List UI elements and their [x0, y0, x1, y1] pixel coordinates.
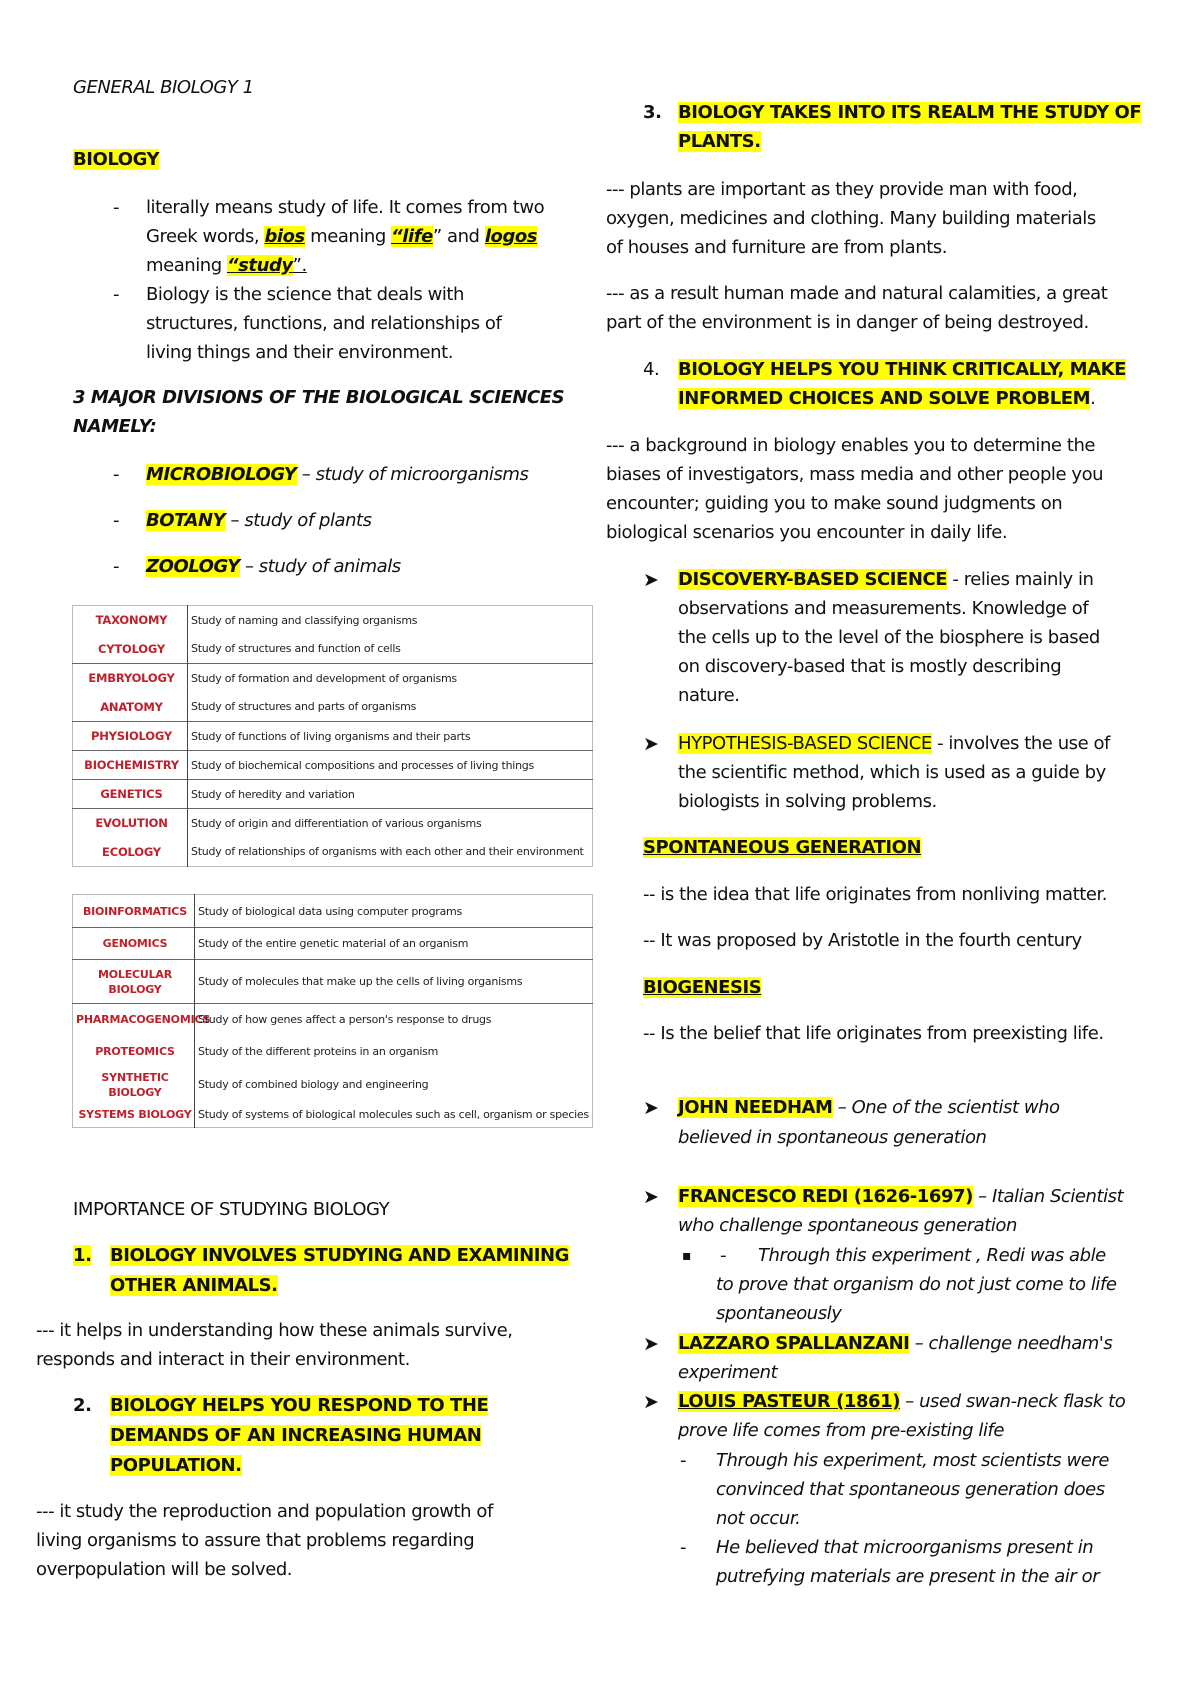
importance-heading: IMPORTANCE OF STUDYING BIOLOGY: [73, 1199, 390, 1220]
definition-text: -- is the idea that life originates from nonliving matter.: [643, 884, 1108, 905]
table-row: EVOLUTION Study of origin and differentiation of various organisms: [73, 809, 593, 838]
arrow-bullet-icon: ➤: [643, 1333, 659, 1355]
dash-bullet: -: [113, 284, 120, 305]
list-number: 3.: [643, 102, 662, 123]
term-study: “study: [227, 255, 293, 276]
table-row: BIOCHEMISTRY Study of biochemical compositions and processes of living things: [73, 751, 593, 780]
scientist-text: who challenge spontaneous generation: [678, 1215, 1017, 1236]
scientist-pasteur: LOUIS PASTEUR (1861) – used swan-neck flask to: [678, 1391, 1126, 1412]
importance-text: --- a background in biology enables you to determine the: [606, 435, 1096, 456]
branches-table-1: [72, 605, 593, 867]
scientist-text: spontaneously: [716, 1303, 842, 1324]
importance-item-4: BIOLOGY HELPS YOU THINK CRITICALLY, MAKE: [678, 359, 1126, 380]
definition-line: living things and their environment.: [146, 342, 454, 363]
scientist-text: experiment: [678, 1362, 778, 1383]
scientist-redi: FRANCESCO REDI (1626-1697) – Italian Scientist: [678, 1186, 1124, 1207]
importance-item-1: BIOLOGY INVOLVES STUDYING AND EXAMINING: [110, 1245, 569, 1266]
arrow-bullet-icon: ➤: [643, 1391, 659, 1413]
table-row: TAXONOMY Study of naming and classifying organisms: [73, 606, 593, 635]
definition-line: Greek words, bios meaning “life” and logos: [146, 226, 538, 247]
table-row: SYNTHETIC BIOLOGY Study of combined biology and engineering: [73, 1068, 593, 1102]
importance-text: --- plants are important as they provide man with food,: [606, 179, 1078, 200]
dash-bullet: -: [680, 1450, 687, 1471]
importance-item-1: OTHER ANIMALS.: [110, 1275, 278, 1296]
importance-text: of houses and furniture are from plants.: [606, 237, 948, 258]
importance-text: --- it helps in understanding how these animals survive,: [36, 1320, 513, 1341]
spontaneous-generation-heading: SPONTANEOUS GENERATION: [643, 837, 922, 858]
scientist-text: prove life comes from pre-existing life: [678, 1420, 1005, 1441]
table-row: CYTOLOGY Study of structures and function of cells: [73, 635, 593, 664]
table-row: ECOLOGY Study of relationships of organisms with each other and their environment: [73, 838, 593, 867]
importance-item-3: PLANTS.: [678, 131, 761, 152]
scientist-text: Through his experiment, most scientists were: [716, 1450, 1109, 1471]
dash-bullet: -: [113, 510, 120, 531]
science-text: on discovery-based that is mostly describing: [678, 656, 1062, 677]
importance-text: part of the environment is in danger of being destroyed.: [606, 312, 1089, 333]
scientist-text: not occur.: [716, 1508, 801, 1529]
arrow-bullet-icon: ➤: [643, 733, 659, 755]
biogenesis-heading: BIOGENESIS: [643, 977, 762, 998]
scientist-text: He believed that microorganisms present in: [716, 1537, 1094, 1558]
term-logos: logos: [484, 226, 538, 247]
importance-text: overpopulation will be solved.: [36, 1559, 293, 1580]
discovery-based-science: DISCOVERY-BASED SCIENCE - relies mainly in: [678, 569, 1094, 590]
definition-line: Biology is the science that deals with: [146, 284, 464, 305]
term-life: “life: [391, 226, 433, 247]
division-item: ZOOLOGY – study of animals: [146, 556, 401, 577]
science-text: nature.: [678, 685, 740, 706]
scientist-spallanzani: LAZZARO SPALLANZANI – challenge needham's: [678, 1333, 1113, 1354]
science-text: the scientific method, which is used as a guide by: [678, 762, 1106, 783]
table-row: PHYSIOLOGY Study of functions of living organisms and their parts: [73, 722, 593, 751]
definition-line: literally means study of life. It comes from two: [146, 197, 545, 218]
hypothesis-based-science: HYPOTHESIS-BASED SCIENCE - involves the use of: [678, 733, 1110, 754]
scientist-text: to prove that organism do not just come to life: [716, 1274, 1117, 1295]
arrow-bullet-icon: ➤: [643, 569, 659, 591]
science-text: observations and measurements. Knowledge of: [678, 598, 1089, 619]
scientist-needham: JOHN NEEDHAM – One of the scientist who: [678, 1097, 1060, 1118]
importance-item-2: POPULATION.: [110, 1455, 242, 1476]
table-row: GENOMICS Study of the entire genetic material of an organism: [73, 928, 593, 960]
divisions-heading: 3 MAJOR DIVISIONS OF THE BIOLOGICAL SCIENCES: [73, 387, 565, 408]
arrow-bullet-icon: ➤: [643, 1186, 659, 1208]
importance-text: responds and interact in their environment.: [36, 1349, 410, 1370]
dash-bullet: -: [113, 197, 120, 218]
branches-table-2: [72, 894, 593, 1128]
science-text: biologists in solving problems.: [678, 791, 937, 812]
table-row: BIOINFORMATICS Study of biological data using computer programs: [73, 895, 593, 928]
importance-text: --- it study the reproduction and population growth of: [36, 1501, 493, 1522]
science-text: the cells up to the level of the biosphere is based: [678, 627, 1100, 648]
importance-item-3: BIOLOGY TAKES INTO ITS REALM THE STUDY OF: [678, 102, 1142, 123]
table-row: EMBRYOLOGY Study of formation and development of organisms: [73, 664, 593, 693]
term-bios: bios: [264, 226, 305, 247]
dash-bullet: -: [113, 464, 120, 485]
definition-line: meaning “study”.: [146, 255, 307, 276]
divisions-heading: NAMELY:: [73, 416, 157, 437]
table-row: PHARMACOGENOMICS Study of how genes affect a person's response to drugs: [73, 1004, 593, 1036]
importance-item-2: DEMANDS OF AN INCREASING HUMAN: [110, 1425, 482, 1446]
definition-line: structures, functions, and relationships of: [146, 313, 502, 334]
arrow-bullet-icon: ➤: [643, 1097, 659, 1119]
importance-text: biological scenarios you encounter in daily life.: [606, 522, 1008, 543]
scientist-text: convinced that spontaneous generation does: [716, 1479, 1105, 1500]
importance-item-4: INFORMED CHOICES AND SOLVE PROBLEM.: [678, 388, 1096, 409]
list-number: 1.: [73, 1245, 92, 1266]
scientist-text: believed in spontaneous generation: [678, 1127, 987, 1148]
table-row: ANATOMY Study of structures and parts of organisms: [73, 693, 593, 722]
biology-heading: BIOLOGY: [73, 149, 160, 170]
sub-dash: -: [720, 1245, 727, 1266]
list-number: 4.: [643, 359, 660, 380]
definition-text: -- It was proposed by Aristotle in the fourth century: [643, 930, 1082, 951]
importance-item-2: BIOLOGY HELPS YOU RESPOND TO THE: [110, 1395, 489, 1416]
importance-text: oxygen, medicines and clothing. Many building materials: [606, 208, 1096, 229]
division-item: MICROBIOLOGY – study of microorganisms: [146, 464, 529, 485]
square-bullet-icon: ▪: [682, 1248, 692, 1264]
scientist-text: Through this experiment , Redi was able: [758, 1245, 1106, 1266]
definition-text: -- Is the belief that life originates from preexisting life.: [643, 1023, 1104, 1044]
scientist-text: putrefying materials are present in the air or: [716, 1566, 1100, 1587]
table-row: GENETICS Study of heredity and variation: [73, 780, 593, 809]
document-title: GENERAL BIOLOGY 1: [73, 77, 254, 98]
table-row: MOLECULAR BIOLOGY Study of molecules that make up the cells of living organisms: [73, 960, 593, 1004]
list-number: 2.: [73, 1395, 92, 1416]
importance-text: encounter; guiding you to make sound judgments on: [606, 493, 1063, 514]
importance-text: living organisms to assure that problems regarding: [36, 1530, 475, 1551]
dash-bullet: -: [680, 1537, 687, 1558]
table-row: SYSTEMS BIOLOGY Study of systems of biological molecules such as cell, organism or species: [73, 1102, 593, 1128]
importance-text: biases of investigators, mass media and other people you: [606, 464, 1104, 485]
dash-bullet: -: [113, 556, 120, 577]
importance-text: --- as a result human made and natural calamities, a great: [606, 283, 1108, 304]
table-row: PROTEOMICS Study of the different proteins in an organism: [73, 1036, 593, 1068]
division-item: BOTANY – study of plants: [146, 510, 372, 531]
